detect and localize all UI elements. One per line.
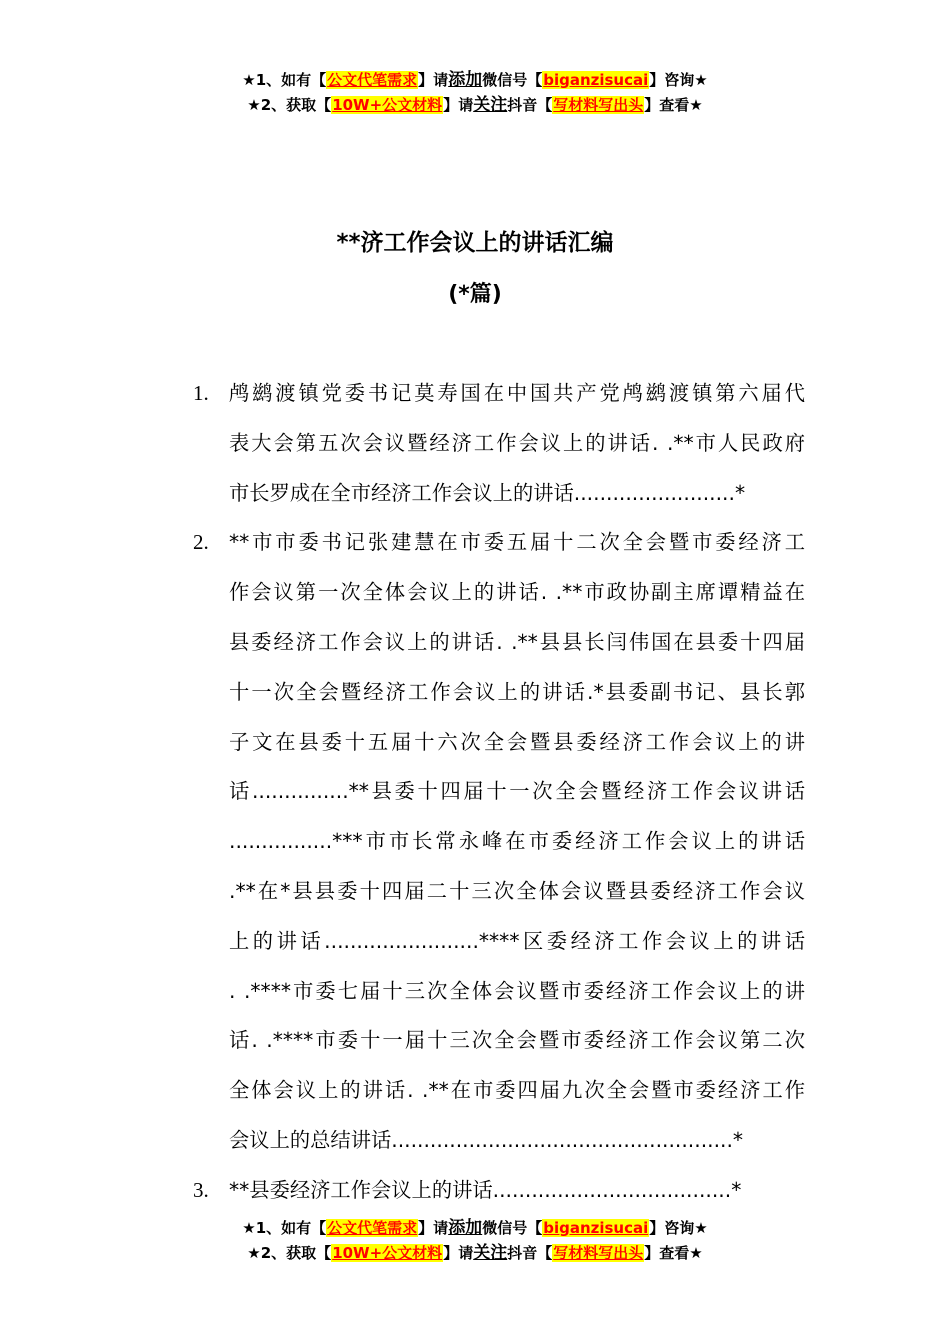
promo-banner-top xyxy=(0,68,950,118)
toc-line: 县委经济工作会议上的讲话. .**县县长闫伟国在县委十四届 xyxy=(229,629,805,654)
toc-line: 子文在县委十五届十六次全会暨县委经济工作会议上的讲 xyxy=(229,729,805,754)
promo-underlined-text: 添加 xyxy=(448,1218,483,1238)
promo-douyin-account: 写材料写出头 xyxy=(553,1244,644,1262)
star-icon: ★ xyxy=(689,1244,703,1262)
promo-banner-bottom xyxy=(0,1216,950,1266)
toc-line: . .****市委七届十三次全体会议暨市委经济工作会议上的讲 xyxy=(229,978,805,1003)
promo-highlight: 10W+公文材料 xyxy=(332,96,443,114)
promo-line-2 xyxy=(0,93,950,118)
toc-item-number: 3. xyxy=(193,1177,209,1202)
toc-line: 上的讲话........................****区委经济工作会议上的讲话 xyxy=(229,928,805,953)
star-icon: ★ xyxy=(242,1219,256,1237)
promo-text: 】请 xyxy=(418,1219,449,1237)
promo-underlined-text: 关注 xyxy=(473,1243,508,1263)
promo-text: 抖音【 xyxy=(507,1244,553,1262)
toc-item[interactable] xyxy=(0,369,805,518)
toc-item[interactable] xyxy=(0,518,805,1165)
document-subtitle: (*篇) xyxy=(448,282,502,307)
toc-item[interactable] xyxy=(0,1166,805,1216)
toc-line: 市长罗成在全市经济工作会议上的讲话.........................* xyxy=(229,480,746,505)
star-icon: ★ xyxy=(242,71,256,89)
toc-item-number: 1. xyxy=(193,381,209,405)
promo-wechat-id: biganzisucai xyxy=(543,71,649,89)
promo-text: 2、获取【 xyxy=(260,1244,332,1262)
promo-underlined-text: 关注 xyxy=(473,95,508,115)
star-icon: ★ xyxy=(694,1219,708,1237)
promo-douyin-account: 写材料写出头 xyxy=(553,96,644,114)
promo-text: 】查看 xyxy=(644,96,690,114)
toc-line: ................***市市长常永峰在市委经济工作会议上的讲话 xyxy=(229,829,805,854)
toc-line: **市市委书记张建慧在市委五届十二次全会暨市委经济工 xyxy=(229,530,805,555)
toc-line: 十一次全会暨经济工作会议上的讲话.*县委副书记、县长郭 xyxy=(229,679,805,704)
promo-text: 微信号【 xyxy=(482,71,543,89)
toc-line: 话. .****市委十一届十三次全会暨市委经济工作会议第二次 xyxy=(229,1028,805,1053)
table-of-contents xyxy=(0,369,950,1216)
promo-line-1 xyxy=(0,68,950,93)
toc-line: 鸬鹚渡镇党委书记莫寿国在中国共产党鸬鹚渡镇第六届代 xyxy=(229,381,805,405)
star-icon: ★ xyxy=(247,1244,261,1262)
star-icon: ★ xyxy=(247,96,261,114)
promo-highlight: 10W+公文材料 xyxy=(332,1244,443,1262)
toc-line: **县委经济工作会议上的讲话.....................................* xyxy=(229,1177,742,1202)
promo-text: 】咨询 xyxy=(649,1219,695,1237)
promo-text: 】查看 xyxy=(644,1244,690,1262)
promo-highlight: 公文代笔需求 xyxy=(327,71,418,89)
promo-text: 微信号【 xyxy=(482,1219,543,1237)
toc-line: 表大会第五次会议暨经济工作会议上的讲话. .**市人民政府 xyxy=(229,430,805,455)
promo-line-1 xyxy=(0,1216,950,1241)
toc-line: 会议上的总结讲话.....................................................* xyxy=(229,1127,744,1152)
toc-item-number: 2. xyxy=(193,530,209,555)
promo-text: 】请 xyxy=(443,1244,474,1262)
toc-line: 作会议第一次全体会议上的讲话. .**市政协副主席谭精益在 xyxy=(229,580,805,605)
promo-wechat-id: biganzisucai xyxy=(543,1219,649,1237)
promo-text: 1、如有【 xyxy=(255,71,327,89)
promo-highlight: 公文代笔需求 xyxy=(327,1219,418,1237)
promo-text: 1、如有【 xyxy=(255,1219,327,1237)
promo-line-2 xyxy=(0,1241,950,1266)
promo-text: 2、获取【 xyxy=(260,96,332,114)
promo-text: 】请 xyxy=(443,96,474,114)
promo-text: 抖音【 xyxy=(507,96,553,114)
promo-underlined-text: 添加 xyxy=(448,70,483,90)
document-title: **济工作会议上的讲话汇编 xyxy=(336,230,614,256)
promo-text: 】咨询 xyxy=(649,71,695,89)
toc-line: 全体会议上的讲话. .**在市委四届九次全会暨市委经济工作 xyxy=(229,1078,805,1103)
star-icon: ★ xyxy=(694,71,708,89)
toc-line: 话...............**县委十四届十一次全会暨经济工作会议讲话 xyxy=(229,779,805,804)
toc-line: .**在*县县委十四届二十三次全体会议暨县委经济工作会议 xyxy=(229,878,805,903)
star-icon: ★ xyxy=(689,96,703,114)
promo-text: 】请 xyxy=(418,71,449,89)
